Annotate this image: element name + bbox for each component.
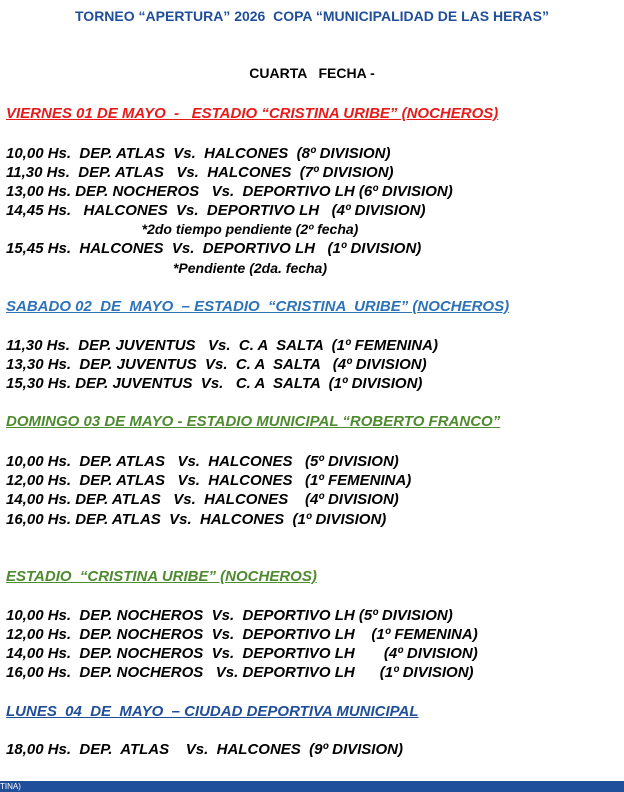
footer-text: TINA) [0,782,21,791]
match-line: 10,00 Hs. DEP. ATLAS Vs. HALCONES (8º DIVISION) [6,145,391,162]
match-line: 12,00 Hs. DEP. NOCHEROS Vs. DEPORTIVO LH (1º FEMENINA) [6,626,478,643]
section-heading-domingo: DOMINGO 03 DE MAYO - ESTADIO MUNICIPAL “ROBERTO FRANCO” [6,413,501,430]
match-line: 10,00 Hs. DEP. NOCHEROS Vs. DEPORTIVO LH (5º DIVISION) [6,607,453,624]
section-heading-estadio-cristina-uribe: ESTADIO “CRISTINA URIBE” (NOCHEROS) [6,568,317,585]
match-line: 10,00 Hs. DEP. ATLAS Vs. HALCONES (5º DIVISION) [6,453,399,470]
footer-bar [0,781,624,792]
match-line: 15,45 Hs. HALCONES Vs. DEPORTIVO LH (1º DIVISION) [6,240,422,257]
tournament-title: TORNEO “APERTURA” 2026 COPA “MUNICIPALIDAD DE LAS HERAS” [75,8,549,24]
match-line: 16,00 Hs. DEP. NOCHEROS Vs. DEPORTIVO LH (1º DIVISION) [6,664,474,681]
section-heading-viernes: VIERNES 01 DE MAYO - ESTADIO “CRISTINA URIBE” (NOCHEROS) [6,105,499,122]
match-line: 15,30 Hs. DEP. JUVENTUS Vs. C. A SALTA (1º DIVISION) [6,375,423,392]
match-line: 14,00 Hs. DEP. ATLAS Vs. HALCONES (4º DIVISION) [6,491,399,508]
match-line: 13,30 Hs. DEP. JUVENTUS Vs. C. A SALTA (4º DIVISION) [6,356,427,373]
match-line: 14,00 Hs. DEP. NOCHEROS Vs. DEPORTIVO LH (4º DIVISION) [6,645,478,662]
section-heading-lunes: LUNES 04 DE MAYO – CIUDAD DEPORTIVA MUNICIPAL [6,703,419,720]
match-line: 14,45 Hs. HALCONES Vs. DEPORTIVO LH (4º DIVISION) [6,202,426,219]
match-note: *Pendiente (2da. fecha) [172,260,328,276]
match-line: 11,30 Hs. DEP. ATLAS Vs. HALCONES (7º DIVISION) [6,164,394,181]
match-line: 18,00 Hs. DEP. ATLAS Vs. HALCONES (9º DIVISION) [6,741,403,758]
round-label: CUARTA FECHA - [249,65,375,81]
match-line: 16,00 Hs. DEP. ATLAS Vs. HALCONES (1º DIVISION) [6,511,387,528]
match-note: *2do tiempo pendiente (2º fecha) [141,221,359,237]
match-line: 13,00 Hs. DEP. NOCHEROS Vs. DEPORTIVO LH (6º DIVISION) [6,183,453,200]
match-line: 12,00 Hs. DEP. ATLAS Vs. HALCONES (1º FEMENINA) [6,472,412,489]
section-heading-sabado: SABADO 02 DE MAYO – ESTADIO “CRISTINA URIBE” (NOCHEROS) [6,298,510,315]
match-line: 11,30 Hs. DEP. JUVENTUS Vs. C. A SALTA (1º FEMENINA) [6,337,438,354]
